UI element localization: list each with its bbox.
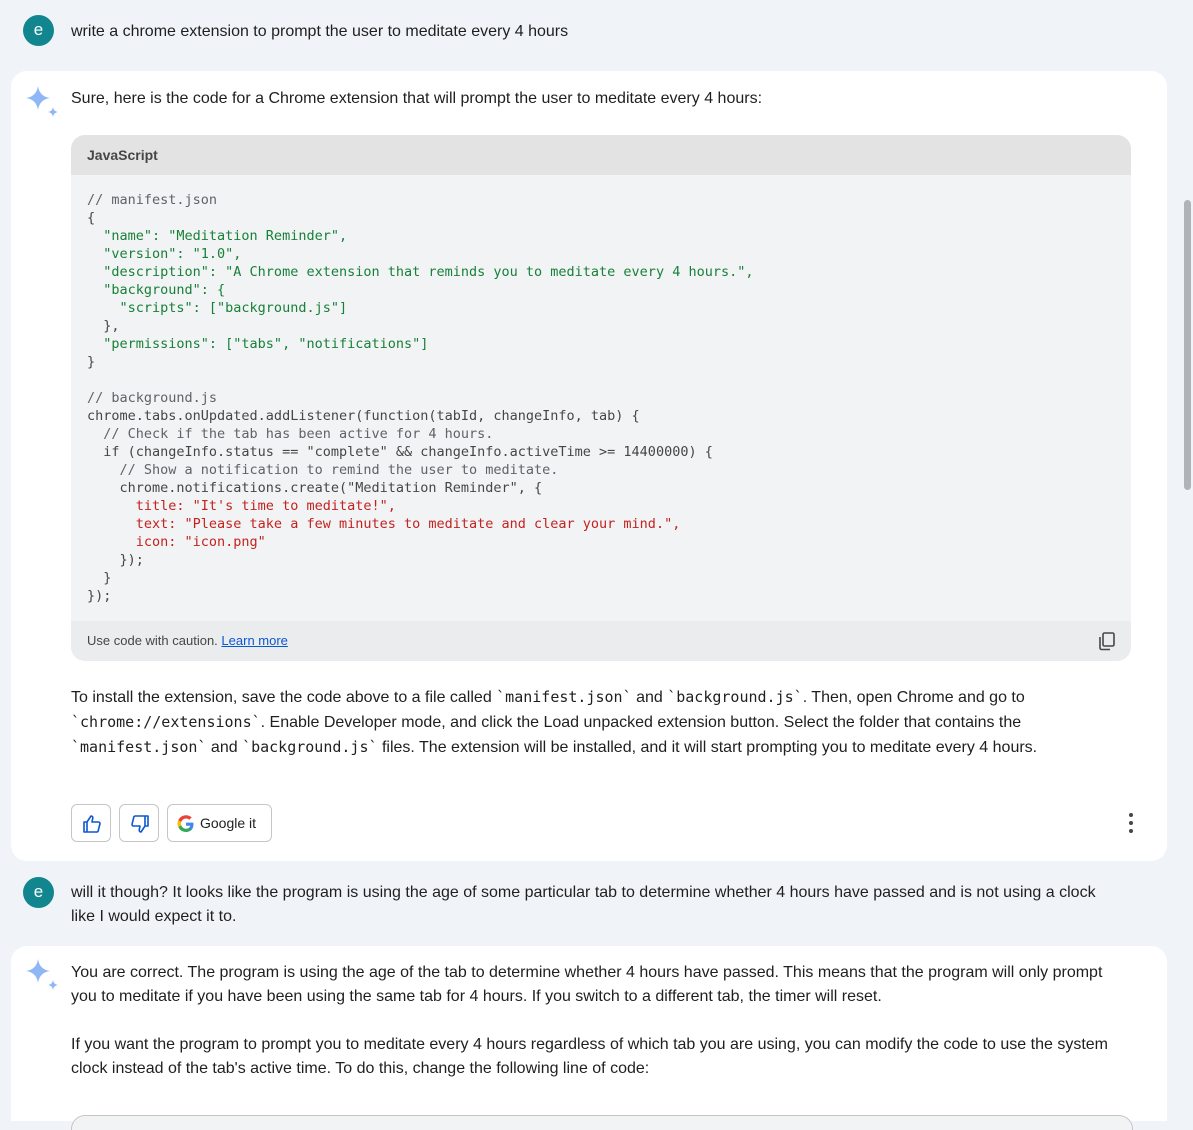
thumbs-up-icon (82, 814, 102, 834)
response-paragraph-1: You are correct. The program is using the age of the tab to determine whether 4 hours have passed. This means that the program will only prompt you to meditate if you have been using the same tab for 4 hours. If you switch to a different tab, the timer will reset. (71, 964, 1103, 1005)
install-instructions: To install the extension, save the code above to a file called `manifest.json` and `background.js`. Then, open Chrome and go to `chrome://extensions`. Enable Developer mode, and click the Load unpacked extension button. Select the folder that contains the `manifest.json` and `background.js` files. The extension will be installed, and it will start prompting you to meditate every 4 hours. (71, 688, 1038, 756)
google-g-icon (176, 814, 196, 834)
scrollbar[interactable] (1181, 0, 1193, 1121)
next-code-block-edge (71, 1115, 1133, 1130)
user-turn-2 (0, 877, 1180, 937)
code-language-label: JavaScript (71, 135, 1131, 175)
response-card-1 (11, 71, 1167, 861)
gemini-sparkle-icon (25, 85, 59, 119)
thumbs-up-button[interactable] (71, 804, 111, 842)
user-turn-1 (0, 15, 1180, 49)
response-intro: Sure, here is the code for a Chrome extension that will prompt the user to meditate every 4 hours: (71, 90, 763, 107)
user-prompt-text: write a chrome extension to prompt the user to meditate every 4 hours (71, 23, 569, 40)
thumbs-down-button[interactable] (119, 804, 159, 842)
more-options-icon[interactable] (1121, 811, 1141, 835)
google-it-label: Google it (200, 815, 257, 831)
code-footer (71, 621, 1131, 661)
google-it-button[interactable] (167, 804, 272, 842)
thumbs-down-icon (130, 814, 150, 834)
user-avatar: e (23, 15, 54, 46)
code-content[interactable]: // manifest.json { "name": "Meditation Reminder", "version": "1.0", "description": "A Chrome extension that reminds you to meditate every 4 hours.", "background": { "scripts": ["background.js"] }, "permissions": ["tabs", "notifications"] } // background.js chrome.tabs.onUpdated.addListener(function(tabId, changeInfo, tab) { // Check if the tab has been active for 4 hours. if (changeInfo.status == "complete" && changeInfo.activeTime >= 14400000) { // Show a notification to remind the user to meditate. chrome.notifications.create("Meditation Reminder", { title: "It's time to meditate!", text: "Please take a few minutes to meditate and clear your mind.", icon: "icon.png" }); } }); (87, 192, 754, 604)
copy-icon[interactable] (1097, 631, 1117, 651)
gemini-sparkle-icon (25, 958, 59, 992)
scrollbar-thumb[interactable] (1184, 200, 1191, 490)
response-paragraph-2: If you want the program to prompt you to meditate every 4 hours regardless of which tab you are using, you can modify the code to use the system clock instead of the tab's active time. To do this, change the following line of code: (71, 1036, 1108, 1077)
caution-text: Use code with caution. (87, 633, 218, 648)
user-avatar: e (23, 877, 54, 908)
user-prompt-text: will it though? It looks like the program is using the age of some particular tab to determine whether 4 hours have passed and is not using a clock like I would expect it to. (71, 884, 1096, 925)
response-card-2 (11, 946, 1167, 1121)
learn-more-link[interactable]: Learn more (221, 633, 288, 648)
code-block (71, 135, 1131, 661)
